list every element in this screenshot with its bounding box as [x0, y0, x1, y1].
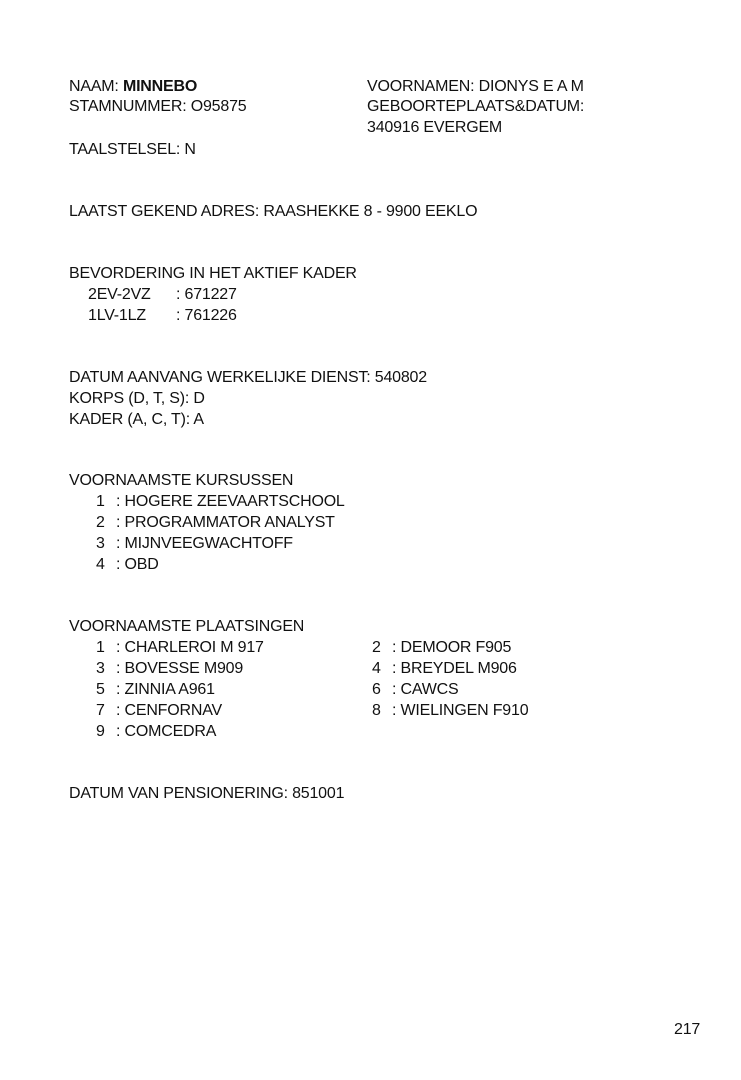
geboorte-label: GEBOORTEPLAATS&DATUM: — [367, 98, 585, 115]
bevordering-title: BEVORDERING IN HET AKTIEF KADER — [69, 265, 357, 282]
taalstelsel: TAALSTELSEL: N — [69, 141, 196, 158]
plaatsing-item: 3 : BOVESSE M909 — [96, 660, 244, 677]
bevordering-date: : 761226 — [176, 307, 237, 324]
korps: KORPS (D, T, S): D — [69, 390, 205, 407]
bevordering-item — [88, 285, 237, 305]
voornamen: VOORNAMEN: DIONYS E A M — [367, 78, 584, 95]
plaatsing-item: 5 : ZINNIA A961 — [96, 681, 215, 698]
kursussen-title: VOORNAAMSTE KURSUSSEN — [69, 472, 294, 489]
bevordering-code: 1LV-1LZ — [88, 307, 146, 324]
datum-pensionering: DATUM VAN PENSIONERING: 851001 — [69, 785, 345, 802]
naam-value: MINNEBO — [122, 78, 198, 95]
kader: KADER (A, C, T): A — [69, 411, 204, 428]
datum-aanvang-dienst: DATUM AANVANG WERKELIJKE DIENST: 540802 — [69, 369, 427, 386]
bevordering-item — [88, 306, 237, 326]
naam-label: NAAM: — [69, 78, 119, 95]
page-number: 217 — [674, 1021, 701, 1038]
plaatsing-item: 2 : DEMOOR F905 — [372, 639, 512, 656]
kursus-item: 4 : OBD — [96, 556, 159, 573]
plaatsing-item: 6 : CAWCS — [372, 681, 459, 698]
kursus-item: 3 : MIJNVEEGWACHTOFF — [96, 535, 293, 552]
plaatsing-item: 4 : BREYDEL M906 — [372, 660, 517, 677]
plaatsingen-title: VOORNAAMSTE PLAATSINGEN — [69, 618, 305, 635]
bevordering-code: 2EV-2VZ — [88, 286, 151, 303]
plaatsing-item: 7 : CENFORNAV — [96, 702, 222, 719]
kursus-item: 1 : HOGERE ZEEVAARTSCHOOL — [96, 493, 345, 510]
laatst-gekend-adres: LAATST GEKEND ADRES: RAASHEKKE 8 - 9900 EEKLO — [69, 203, 478, 220]
bevordering-date: : 671227 — [176, 286, 237, 303]
geboorte-value: 340916 EVERGEM — [367, 119, 503, 136]
plaatsing-item: 1 : CHARLEROI M 917 — [96, 639, 264, 656]
kursus-item: 2 : PROGRAMMATOR ANALYST — [96, 514, 335, 531]
stamnummer: STAMNUMMER: O95875 — [69, 98, 247, 115]
naam-line — [69, 77, 197, 97]
plaatsing-item: 8 : WIELINGEN F910 — [372, 702, 529, 719]
plaatsing-item: 9 : COMCEDRA — [96, 723, 217, 740]
